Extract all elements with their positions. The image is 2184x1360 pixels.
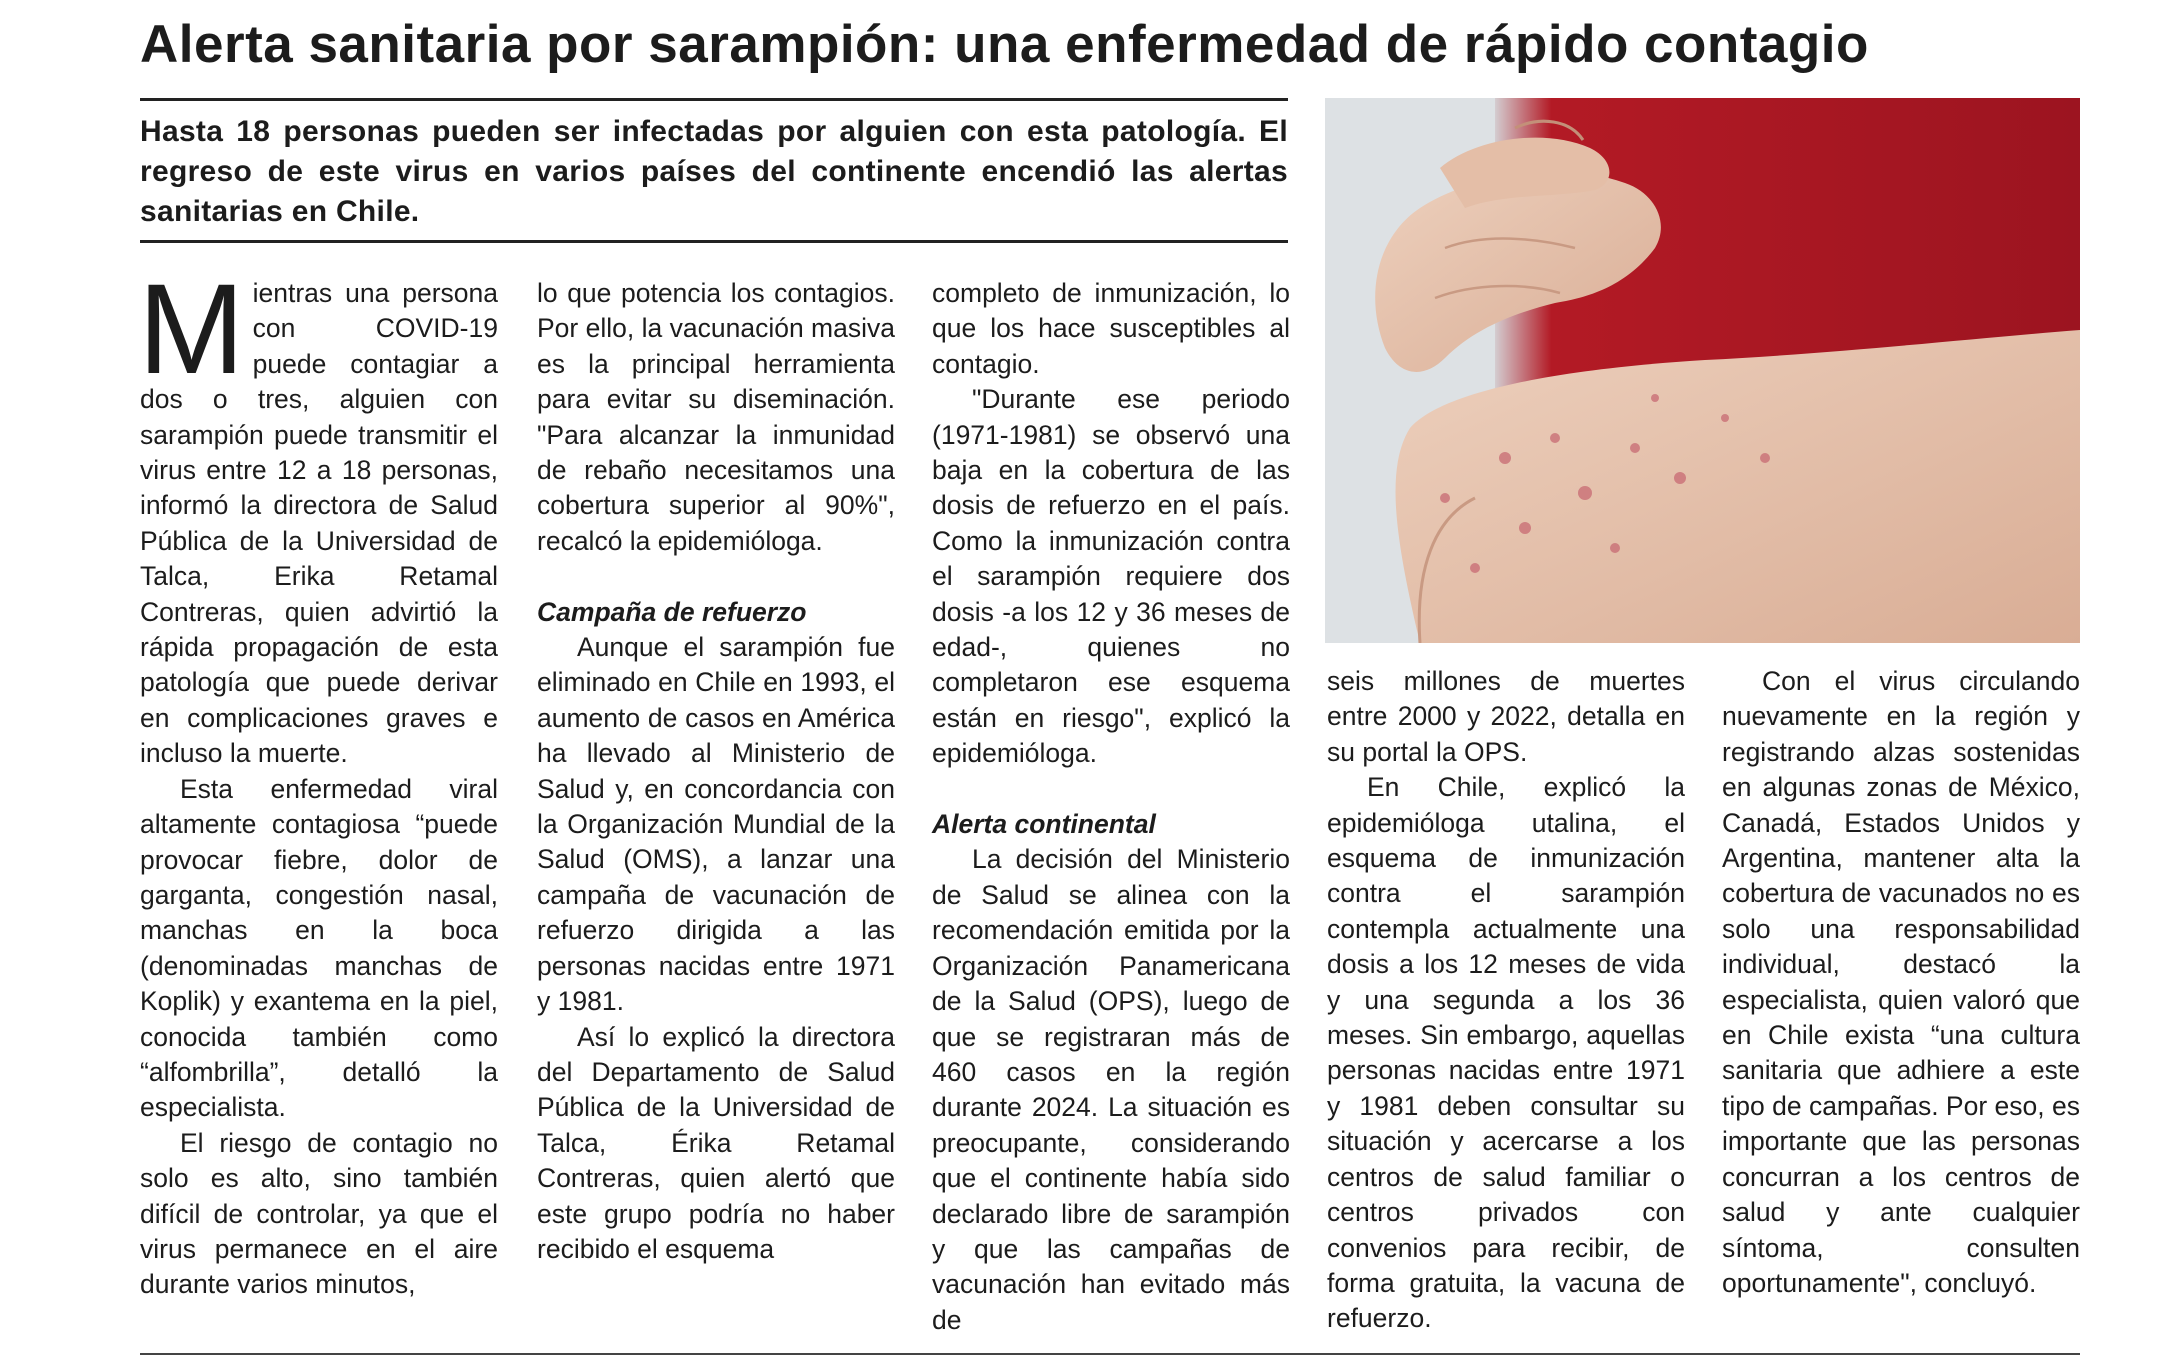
paragraph-3-start: El riesgo de contagio no solo es alto, sino también difícil de controlar, ya que el virus permanece en el aire durante varios minutos, (140, 1127, 498, 1300)
article-column-2 (537, 276, 895, 1267)
paragraph-5-start: Así lo explicó la directora del Departamento de Salud Pública de la Universidad de Talca, Érika Retamal Contreras, quien alertó que este grupo podría no haber recibido el esquema (537, 1021, 895, 1264)
paragraph-6: "Durante ese periodo (1971-1981) se observó una baja en la cobertura de las dosis de refuerzo en el país. Como la inmunización contra el sarampión requiere dos dosis -a los 12 y 36 meses de edad-, quienes no completaron ese esquema están en riesgo", explicó la epidemióloga. (932, 384, 1290, 769)
paragraph-1-text: ientras una persona con COVID-19 puede contagiar a dos o tres, alguien con sarampión puede transmitir el virus entre 12 a 18 personas, informó la directora de Salud Pública de la Universidad de Talca, Erika Retamal Contreras, quien advirtió la rápida propagación de esta patología que puede derivar en complicaciones graves e incluso la muerte. (140, 278, 498, 769)
paragraph-3-end: lo que potencia los contagios. Por ello, la vacunación masiva es la principal herramienta para evitar su diseminación. "Para alcanzar la inmunidad de rebaño necesitamos una cobertura superior al 90%", recalcó la epidemióloga. (537, 278, 895, 556)
paragraph-5-end: completo de inmunización, lo que los hace susceptibles al contagio. (932, 278, 1290, 379)
article-column-4 (1327, 664, 1685, 1337)
subhead-campana-refuerzo: Campaña de refuerzo (537, 596, 807, 627)
lead-bottom-rule (140, 240, 1288, 243)
article-column-1 (138, 258, 498, 1303)
lead-top-rule (140, 98, 1288, 101)
spacer (537, 559, 895, 594)
paragraph-7-start: La decisión del Ministerio de Salud se alinea con la recomendación emitida por la Organización Panamericana de la Salud (OPS), luego de que se registraran más de 460 casos en la región durante 2024. La situación es preocupante, considerando que el continente había sido declarado libre de sarampión y que las campañas de vacunación han evitado más de (932, 844, 1290, 1335)
article-photo (1325, 98, 2080, 643)
paragraph-8: En Chile, explicó la epidemióloga utalina, el esquema de inmunización contra el sarampión contempla actualmente una dosis a los 12 meses de vida y una segunda a los 36 meses. Sin embargo, aquellas personas nacidas entre 1971 y 1981 deben consultar su situación y acercarse a los centros de salud familiar o centros privados con convenios para recibir, de forma gratuita, la vacuna de refuerzo. (1327, 772, 1685, 1334)
dropcap-letter: M (138, 258, 245, 401)
article-lead: Hasta 18 personas pueden ser infectadas por alguien con esta patología. El regreso de este virus en varios países del continente encendió las alertas sanitarias en Chile. (140, 115, 1288, 228)
article-headline: Alerta sanitaria por sarampión: una enfermedad de rápido contagio (140, 15, 1869, 74)
paragraph-1 (138, 258, 498, 772)
paragraph-2: Esta enfermedad viral altamente contagiosa “puede provocar fiebre, dolor de garganta, congestión nasal, manchas en la boca (denominadas manchas de Koplik) y exantema en la piel, conocida también como “alfombrilla”, detalló la especialista. (140, 773, 498, 1123)
paragraph-7-end: seis millones de muertes entre 2000 y 2022, detalla en su portal la OPS. (1327, 666, 1685, 767)
measles-hands-illustration (1325, 98, 2080, 643)
page-bottom-rule (140, 1353, 2080, 1355)
paragraph-4: Aunque el sarampión fue eliminado en Chile en 1993, el aumento de casos en América ha llevado al Ministerio de Salud y, en concordancia con la Organización Mundial de la Salud (OMS), a lanzar una campaña de vacunación de refuerzo dirigida a las personas nacidas entre 1971 y 1981. (537, 632, 895, 1017)
article-column-5 (1722, 664, 2080, 1301)
paragraph-9: Con el virus circulando nuevamente en la región y registrando alzas sostenidas en algunas zonas de México, Canadá, Estados Unidos y Argentina, mantener alta la cobertura de vacunados no es solo una responsabilidad individual, destacó la especialista, quien valoró que en Chile exista “una cultura sanitaria que adhiere a este tipo de campañas. Por eso, es importante que las personas concurran a los centros de salud y ante cualquier síntoma, consulten oportunamente", concluyó. (1722, 666, 2080, 1298)
subhead-alerta-continental: Alerta continental (932, 809, 1156, 840)
article-column-3 (932, 276, 1290, 1338)
spacer (932, 772, 1290, 807)
